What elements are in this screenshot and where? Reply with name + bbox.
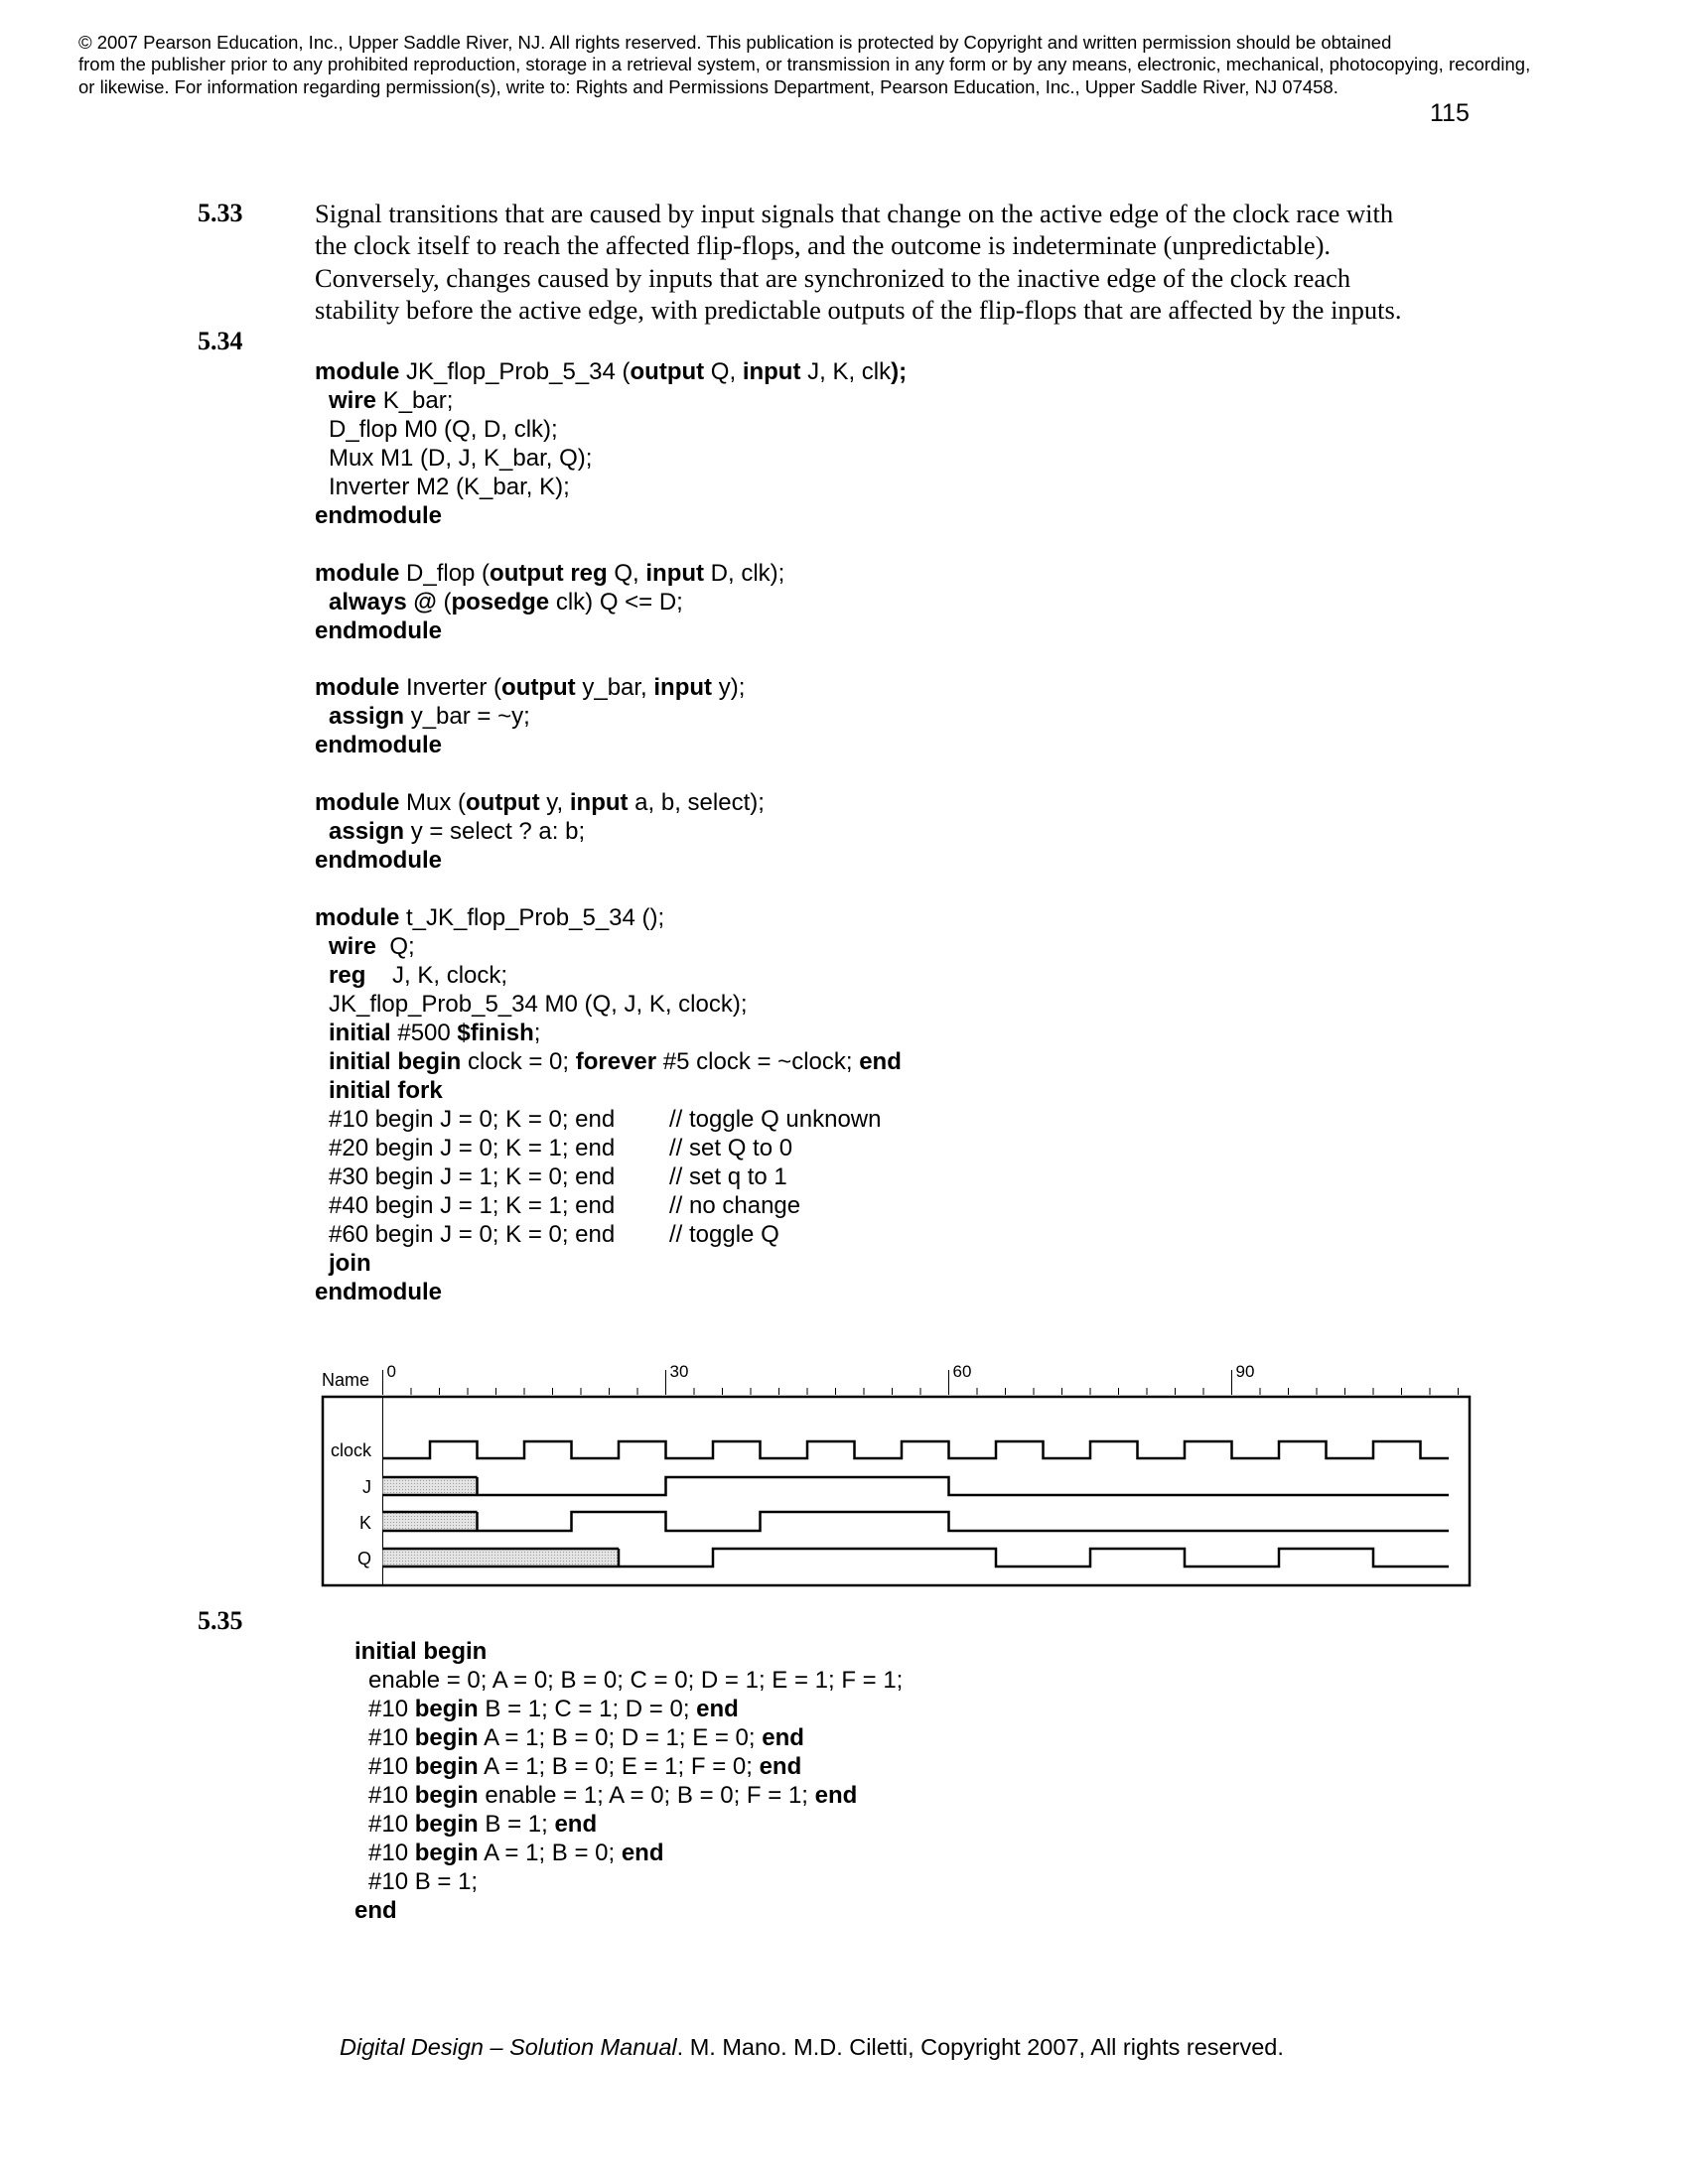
code-text: Inverter (	[399, 674, 502, 702]
code-keyword: input	[569, 789, 629, 817]
ruler-label: 0	[386, 1362, 396, 1381]
code-keyword: end	[554, 1810, 598, 1838]
code-keyword: end	[762, 1723, 804, 1751]
signal-trace	[619, 1549, 1449, 1567]
code-text: #500	[390, 1019, 458, 1046]
code-keyword: end	[696, 1695, 739, 1722]
code-text: J, K, clock;	[365, 962, 508, 990]
unknown-region	[383, 1512, 478, 1531]
copyright-line-2: from the publisher prior to any prohibited reproduction, storage in a retrieval system, or transmission in any form or by any means, electronic, mechanical, photocopying, recording,	[78, 54, 1531, 74]
code-keyword: begin	[414, 1781, 479, 1809]
ruler-label: 90	[1235, 1362, 1255, 1381]
code-keyword: assign	[329, 703, 405, 731]
code-keyword: module	[315, 904, 400, 932]
code-comment: // toggle Q	[669, 1220, 779, 1248]
code-text: (	[436, 588, 452, 615]
code-line	[354, 1753, 903, 1782]
code-text: JK_flop_Prob_5_34 (	[399, 358, 631, 385]
code-keyword: endmodule	[315, 616, 443, 644]
code-text: y);	[712, 674, 746, 702]
code-text: D_flop (	[399, 559, 491, 587]
code-text: Inverter M2 (K_bar, K);	[329, 473, 570, 500]
problem-label-5-34: 5.34	[198, 327, 243, 355]
footer-book-title: Digital Design – Solution Manual	[340, 2034, 677, 2060]
code-keyword: join	[329, 1249, 371, 1277]
code-keyword: module	[315, 674, 400, 702]
code-line	[354, 1638, 903, 1667]
code-keyword: forever	[575, 1047, 657, 1075]
code-keyword: initial begin	[329, 1047, 462, 1075]
code-keyword: end	[354, 1896, 397, 1924]
code-keyword: wire	[329, 386, 377, 414]
signal-clock	[331, 1440, 1449, 1460]
code-keyword: initial	[329, 1019, 391, 1046]
page-number: 115	[1430, 99, 1470, 127]
code-text: #10 B = 1;	[368, 1867, 479, 1895]
code-text: Mux M1 (D, J, K_bar, Q);	[329, 444, 593, 472]
signal-name: clock	[330, 1440, 371, 1460]
code-text: ;	[533, 1019, 541, 1046]
code-line	[354, 1868, 903, 1897]
code-line	[354, 1897, 903, 1926]
code-keyword: module	[315, 789, 400, 817]
code-text: Mux (	[399, 789, 467, 817]
code-keyword: initial fork	[329, 1076, 443, 1104]
code-text: A = 1; B = 0; E = 1; F = 0;	[478, 1752, 760, 1780]
ruler-label: 30	[669, 1362, 689, 1381]
code-keyword: begin	[414, 1695, 479, 1722]
copyright-line-1: © 2007 Pearson Education, Inc., Upper Saddle River, NJ. All rights reserved. This publication is protected by Copyright and written permission should be obtained	[78, 32, 1392, 53]
signal-name: Q	[356, 1549, 371, 1569]
code-text: clock = 0;	[461, 1047, 576, 1075]
code-keyword: output	[466, 789, 540, 817]
problem-label-5-35: 5.35	[198, 1606, 243, 1635]
code-text: Q,	[607, 559, 646, 587]
answer-line: the clock itself to reach the affected flip-flops, and the outcome is indeterminate (unpredictable).	[315, 230, 1332, 261]
verilog-code-5-35	[354, 1638, 903, 1926]
code-comment: // set Q to 0	[669, 1134, 793, 1161]
code-keyword: end	[859, 1047, 902, 1075]
code-keyword: endmodule	[315, 847, 443, 875]
code-line	[354, 1811, 903, 1840]
code-text: A = 1; B = 0; D = 1; E = 0;	[478, 1723, 763, 1751]
code-text: y,	[539, 789, 570, 817]
code-text: #20 begin J = 0; K = 1; end	[329, 1134, 616, 1161]
code-text: a, b, select);	[628, 789, 765, 817]
code-text: y = select ? a: b;	[404, 818, 586, 846]
name-column-header: Name	[321, 1370, 369, 1390]
code-text: #10	[368, 1723, 415, 1751]
code-keyword: output reg	[490, 559, 608, 587]
code-text: Q,	[704, 358, 743, 385]
code-comment: // no change	[669, 1191, 801, 1219]
unknown-region	[383, 1549, 620, 1567]
answer-line: stability before the active edge, with predictable outputs of the flip-flops that are affected by the inputs.	[315, 294, 1402, 325]
code-keyword: $finish	[457, 1019, 534, 1046]
time-ruler	[383, 1362, 1459, 1395]
signal-trace	[478, 1477, 1450, 1495]
code-text: K_bar;	[376, 386, 454, 414]
code-text: #10	[368, 1810, 415, 1838]
signal-trace	[383, 1441, 1450, 1458]
code-keyword: begin	[414, 1723, 479, 1751]
code-text: A = 1; B = 0;	[478, 1839, 622, 1866]
code-keyword: endmodule	[315, 1278, 443, 1305]
code-text: t_JK_flop_Prob_5_34 ();	[399, 904, 665, 932]
code-text: #40 begin J = 1; K = 1; end	[329, 1191, 616, 1219]
code-text: B = 1; C = 1; D = 0;	[478, 1695, 697, 1722]
code-keyword: always @	[329, 588, 437, 615]
code-text: D, clk);	[704, 559, 785, 587]
code-keyword: );	[891, 358, 908, 385]
code-comment: // toggle Q unknown	[669, 1105, 882, 1133]
code-keyword: posedge	[451, 588, 550, 615]
signal-name: K	[358, 1513, 371, 1533]
code-keyword: end	[814, 1781, 858, 1809]
problem-label-5-33: 5.33	[198, 199, 243, 227]
code-keyword: initial begin	[354, 1638, 488, 1665]
code-text: enable = 0; A = 0; B = 0; C = 0; D = 1; E = 1; F = 1;	[368, 1666, 904, 1694]
code-keyword: begin	[414, 1752, 479, 1780]
code-text: JK_flop_Prob_5_34 M0 (Q, J, K, clock);	[329, 990, 748, 1018]
code-line	[354, 1667, 903, 1696]
code-line	[354, 1696, 903, 1724]
code-text: J, K, clk	[800, 358, 892, 385]
code-text: y_bar = ~y;	[404, 703, 530, 731]
code-keyword: end	[621, 1839, 664, 1866]
code-keyword: module	[315, 358, 400, 385]
code-line	[354, 1840, 903, 1868]
code-text: #10	[368, 1752, 415, 1780]
signal-J	[362, 1477, 1449, 1497]
footer-credits: . M. Mano. M.D. Ciletti, Copyright 2007, All rights reserved.	[676, 2034, 1284, 2060]
code-keyword: begin	[414, 1810, 479, 1838]
signal-K	[359, 1512, 1449, 1533]
signal-traces	[331, 1440, 1449, 1569]
code-keyword: wire	[329, 933, 377, 961]
code-text: D_flop M0 (Q, D, clk);	[329, 415, 558, 443]
code-keyword: endmodule	[315, 501, 443, 529]
code-text: #10	[368, 1781, 415, 1809]
code-text: clk) Q <= D;	[549, 588, 683, 615]
signal-trace	[478, 1512, 1450, 1531]
answer-line: Conversely, changes caused by inputs that are synchronized to the inactive edge of the clock reach	[315, 262, 1351, 293]
code-keyword: input	[742, 358, 801, 385]
code-keyword: input	[653, 674, 713, 702]
code-text: y_bar,	[575, 674, 654, 702]
code-comment: // set q to 1	[669, 1162, 787, 1190]
code-line	[354, 1782, 903, 1811]
unknown-region	[383, 1477, 478, 1495]
code-keyword: reg	[329, 962, 366, 990]
signal-name: J	[362, 1477, 371, 1497]
code-keyword: end	[759, 1752, 802, 1780]
code-text: enable = 1; A = 0; B = 0; F = 1;	[478, 1781, 815, 1809]
code-text: #30 begin J = 1; K = 0; end	[329, 1162, 616, 1190]
code-text: #5 clock = ~clock;	[656, 1047, 860, 1075]
code-text: #60 begin J = 0; K = 0; end	[329, 1220, 616, 1248]
code-keyword: begin	[414, 1839, 479, 1866]
code-keyword: module	[315, 559, 400, 587]
code-text: #10	[368, 1839, 415, 1866]
code-text: #10	[368, 1695, 415, 1722]
code-keyword: assign	[329, 818, 405, 846]
code-keyword: endmodule	[315, 732, 443, 759]
code-keyword: output	[630, 358, 705, 385]
copyright-line-3: or likewise. For information regarding permission(s), write to: Rights and Permissions Department, Pearson Education, Inc., Upper Saddle River, NJ 07458.	[78, 76, 1338, 97]
code-text: Q;	[376, 933, 415, 961]
signal-Q	[357, 1549, 1449, 1569]
code-line	[354, 1724, 903, 1753]
code-keyword: output	[501, 674, 576, 702]
code-text: B = 1;	[478, 1810, 555, 1838]
page-footer	[340, 2034, 1284, 2061]
code-keyword: input	[645, 559, 704, 587]
code-text: #10 begin J = 0; K = 0; end	[329, 1105, 616, 1133]
answer-line: Signal transitions that are caused by input signals that change on the active edge of the clock race with	[315, 199, 1394, 228]
ruler-label: 60	[952, 1362, 972, 1381]
